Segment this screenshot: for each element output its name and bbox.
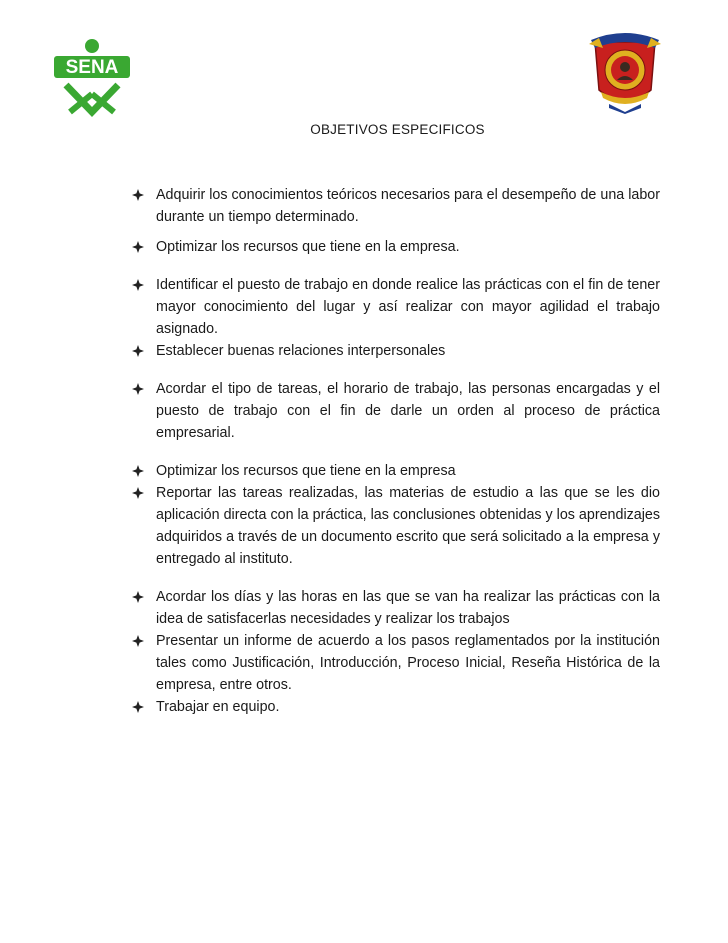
sena-logo-text: SENA — [65, 57, 119, 78]
list-item — [130, 378, 660, 444]
diamond-bullet-icon — [132, 241, 144, 253]
list-item-text: Presentar un informe de acuerdo a los pasos reglamentados por la institución tales como Justificación, Introducción, Proceso Inicial, Reseña Histórica de la empresa, entre otros. — [156, 633, 660, 693]
list-item — [130, 630, 660, 696]
list-item-text: Acordar los días y las horas en las que se van ha realizar las prácticas con la idea de satisfacerlas necesidades y realizar los trabajos — [156, 589, 660, 627]
page-title: OBJETIVOS ESPECIFICOS — [310, 122, 485, 137]
diamond-bullet-icon — [132, 383, 144, 395]
list-item-text: Trabajar en equipo. — [156, 699, 280, 715]
list-item-text: Reportar las tareas realizadas, las materias de estudio a las que se les dio aplicación directa con la práctica, las conclusiones obtenidas y los aprendizajes adquiridos a través de un documento escrito que será solicitado a la empresa y entregado al instituto. — [156, 485, 660, 567]
list-item-text: Optimizar los recursos que tiene en la empresa. — [156, 239, 460, 255]
list-item — [130, 482, 660, 570]
diamond-bullet-icon — [132, 701, 144, 713]
institution-crest-logo — [589, 30, 661, 114]
list-item — [130, 696, 660, 718]
diamond-bullet-icon — [132, 591, 144, 603]
diamond-bullet-icon — [132, 465, 144, 477]
list-item-text: Adquirir los conocimientos teóricos necesarios para el desempeño de una labor durante un tiempo determinado. — [156, 187, 660, 225]
list-item — [130, 460, 660, 482]
list-item — [130, 340, 660, 362]
diamond-bullet-icon — [132, 345, 144, 357]
list-item — [130, 184, 660, 228]
objectives-list — [130, 184, 660, 718]
list-item — [130, 236, 660, 258]
list-item-text: Acordar el tipo de tareas, el horario de trabajo, las personas encargadas y el puesto de trabajo con el fin de darle un orden al proceso de práctica empresarial. — [156, 381, 660, 441]
list-item — [130, 586, 660, 630]
diamond-bullet-icon — [132, 189, 144, 201]
sena-logo — [52, 38, 132, 118]
list-item-text: Identificar el puesto de trabajo en donde realice las prácticas con el fin de tener mayor conocimiento del lugar y así realizar con mayor agilidad el trabajo asignado. — [156, 277, 660, 337]
diamond-bullet-icon — [132, 279, 144, 291]
diamond-bullet-icon — [132, 635, 144, 647]
list-item-text: Establecer buenas relaciones interpersonales — [156, 343, 446, 359]
list-item — [130, 274, 660, 340]
list-item-text: Optimizar los recursos que tiene en la empresa — [156, 463, 456, 479]
diamond-bullet-icon — [132, 487, 144, 499]
